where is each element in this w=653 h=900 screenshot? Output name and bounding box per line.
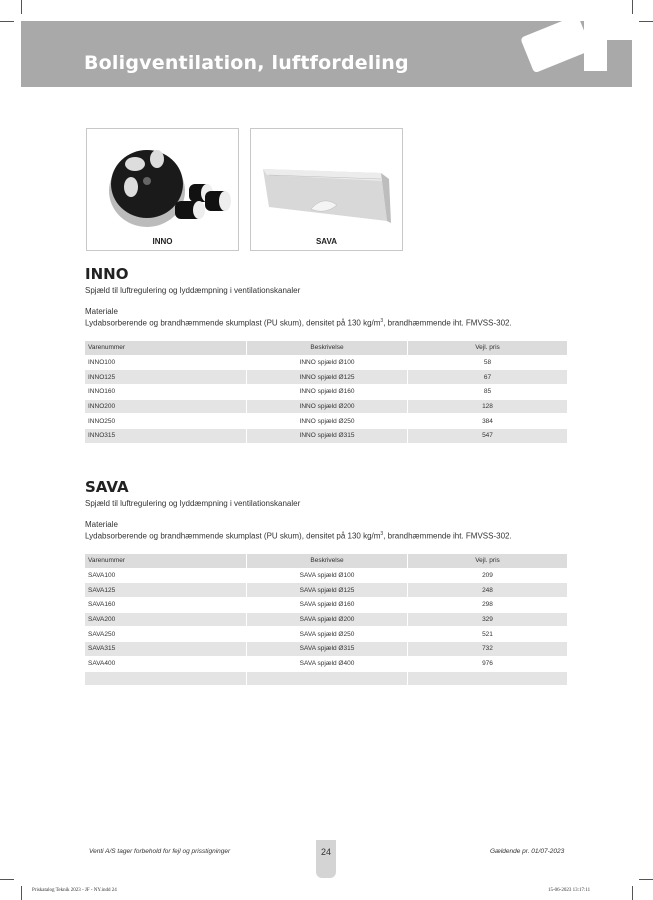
item-price: 384: [407, 414, 567, 428]
crop-mark: [639, 879, 653, 880]
item-price: 521: [407, 627, 567, 641]
item-description: INNO spjæld Ø315: [246, 429, 407, 443]
table-header-row: [85, 554, 567, 568]
item-number: INNO200: [85, 400, 246, 414]
item-number: INNO125: [85, 370, 246, 384]
item-price: 547: [407, 429, 567, 443]
table-header-row: [85, 341, 567, 355]
item-number: SAVA250: [88, 630, 116, 638]
crop-mark: [21, 886, 22, 900]
column-header: Beskrivelse: [246, 341, 407, 355]
product-caption-inno: INNO: [152, 237, 173, 246]
item-description: INNO spjæld Ø200: [246, 400, 407, 414]
product-card-inno: [86, 128, 239, 251]
item-description: SAVA spjæld Ø200: [246, 613, 407, 627]
item-description: SAVA spjæld Ø125: [246, 583, 407, 597]
item-price: 732: [407, 642, 567, 656]
table-row: [85, 672, 567, 686]
item-description: SAVA spjæld Ø160: [246, 598, 407, 612]
material-label-inno: Materiale: [85, 307, 118, 316]
table-row: [85, 400, 567, 414]
column-header: Vejl. pris: [407, 554, 567, 568]
table-row: [85, 429, 567, 443]
sava-product-image: [251, 129, 404, 239]
crop-mark: [21, 0, 22, 14]
crop-mark: [632, 0, 633, 14]
material-text-sava: Lydabsorberende og brandhæmmende skumplast (PU skum), densitet på 130 $kg/m^3$, brandhæmmende iht. FMVSS-302.: [85, 531, 512, 541]
item-description: INNO spjæld Ø160: [246, 385, 407, 399]
item-description: SAVA spjæld Ø100: [246, 569, 407, 583]
table-row: [85, 598, 567, 612]
item-price: 209: [407, 569, 567, 583]
crop-mark: [632, 886, 633, 900]
item-price: 128: [407, 400, 567, 414]
table-row: [85, 370, 567, 384]
item-description: INNO spjæld Ø100: [246, 356, 407, 370]
item-number: [85, 672, 246, 686]
item-price: 298: [407, 598, 567, 612]
footer-disclaimer: Venti A/S tager forbehold for fejl og prisstigninger: [89, 848, 231, 855]
material-label-sava: Materiale: [85, 520, 118, 529]
table-row: [85, 657, 567, 671]
item-price: [407, 672, 567, 686]
table-row: [85, 613, 567, 627]
item-price: 329: [407, 613, 567, 627]
footer-valid-from: Gældende pr. 01/07-2023: [490, 848, 565, 855]
table-row: [85, 583, 567, 597]
column-header: Varenummer: [85, 554, 246, 568]
item-description: SAVA spjæld Ø250: [246, 627, 407, 641]
item-description: SAVA spjæld Ø315: [246, 642, 407, 656]
product-card-sava: [250, 128, 403, 251]
header-tab: [607, 40, 632, 87]
column-header: Vejl. pris: [407, 341, 567, 355]
item-description: SAVA spjæld Ø400: [246, 657, 407, 671]
price-table-inno: [85, 340, 567, 444]
table-row: [85, 642, 567, 656]
section-title-inno: INNO: [85, 265, 129, 283]
price-table-sava: [85, 553, 567, 686]
item-price: 976: [407, 657, 567, 671]
table-row: [85, 627, 567, 641]
section-subtitle-inno: Spjæld til luftregulering og lyddæmpning i ventilationskanaler: [85, 286, 301, 295]
print-slug-file: Priskatalog Teknik 2023 - JF - NY.indd 24: [32, 888, 117, 893]
item-price: 67: [407, 370, 567, 384]
crop-mark: [639, 21, 653, 22]
item-number: SAVA400: [88, 660, 116, 668]
item-description: INNO spjæld Ø125: [246, 370, 407, 384]
section-subtitle-sava: Spjæld til luftregulering og lyddæmpning i ventilationskanaler: [85, 499, 301, 508]
material-text-inno: Lydabsorberende og brandhæmmende skumplast (PU skum), densitet på 130 $kg/m^3$, brandhæmmende iht. FMVSS-302.: [85, 318, 512, 328]
item-price: 248: [407, 583, 567, 597]
column-header: Varenummer: [85, 341, 246, 355]
item-number: INNO160: [88, 388, 116, 396]
table-row: [85, 385, 567, 399]
section-title-sava: SAVA: [85, 478, 129, 496]
item-number: INNO250: [88, 417, 116, 425]
item-description: INNO spjæld Ø250: [246, 414, 407, 428]
item-number: SAVA200: [85, 613, 246, 627]
inno-product-image: [87, 129, 240, 239]
item-price: 58: [407, 356, 567, 370]
page-title: Boligventilation, luftfordeling: [84, 52, 409, 74]
item-number: INNO100: [88, 359, 116, 367]
item-description: [246, 672, 407, 686]
column-header: Beskrivelse: [246, 554, 407, 568]
table-row: [85, 569, 567, 583]
table-row: [85, 356, 567, 370]
page-number-tab: [316, 840, 336, 878]
item-number: SAVA100: [88, 572, 116, 580]
page-number: 24: [320, 847, 331, 857]
print-slug-timestamp: 15-06-2023 13:17:11: [548, 888, 591, 893]
crop-mark: [0, 879, 14, 880]
item-number: SAVA160: [88, 601, 116, 609]
crop-mark: [0, 21, 14, 22]
item-number: INNO315: [85, 429, 246, 443]
item-price: 85: [407, 385, 567, 399]
product-caption-sava: SAVA: [315, 237, 338, 246]
item-number: SAVA315: [85, 642, 246, 656]
item-number: SAVA125: [85, 583, 246, 597]
table-row: [85, 414, 567, 428]
